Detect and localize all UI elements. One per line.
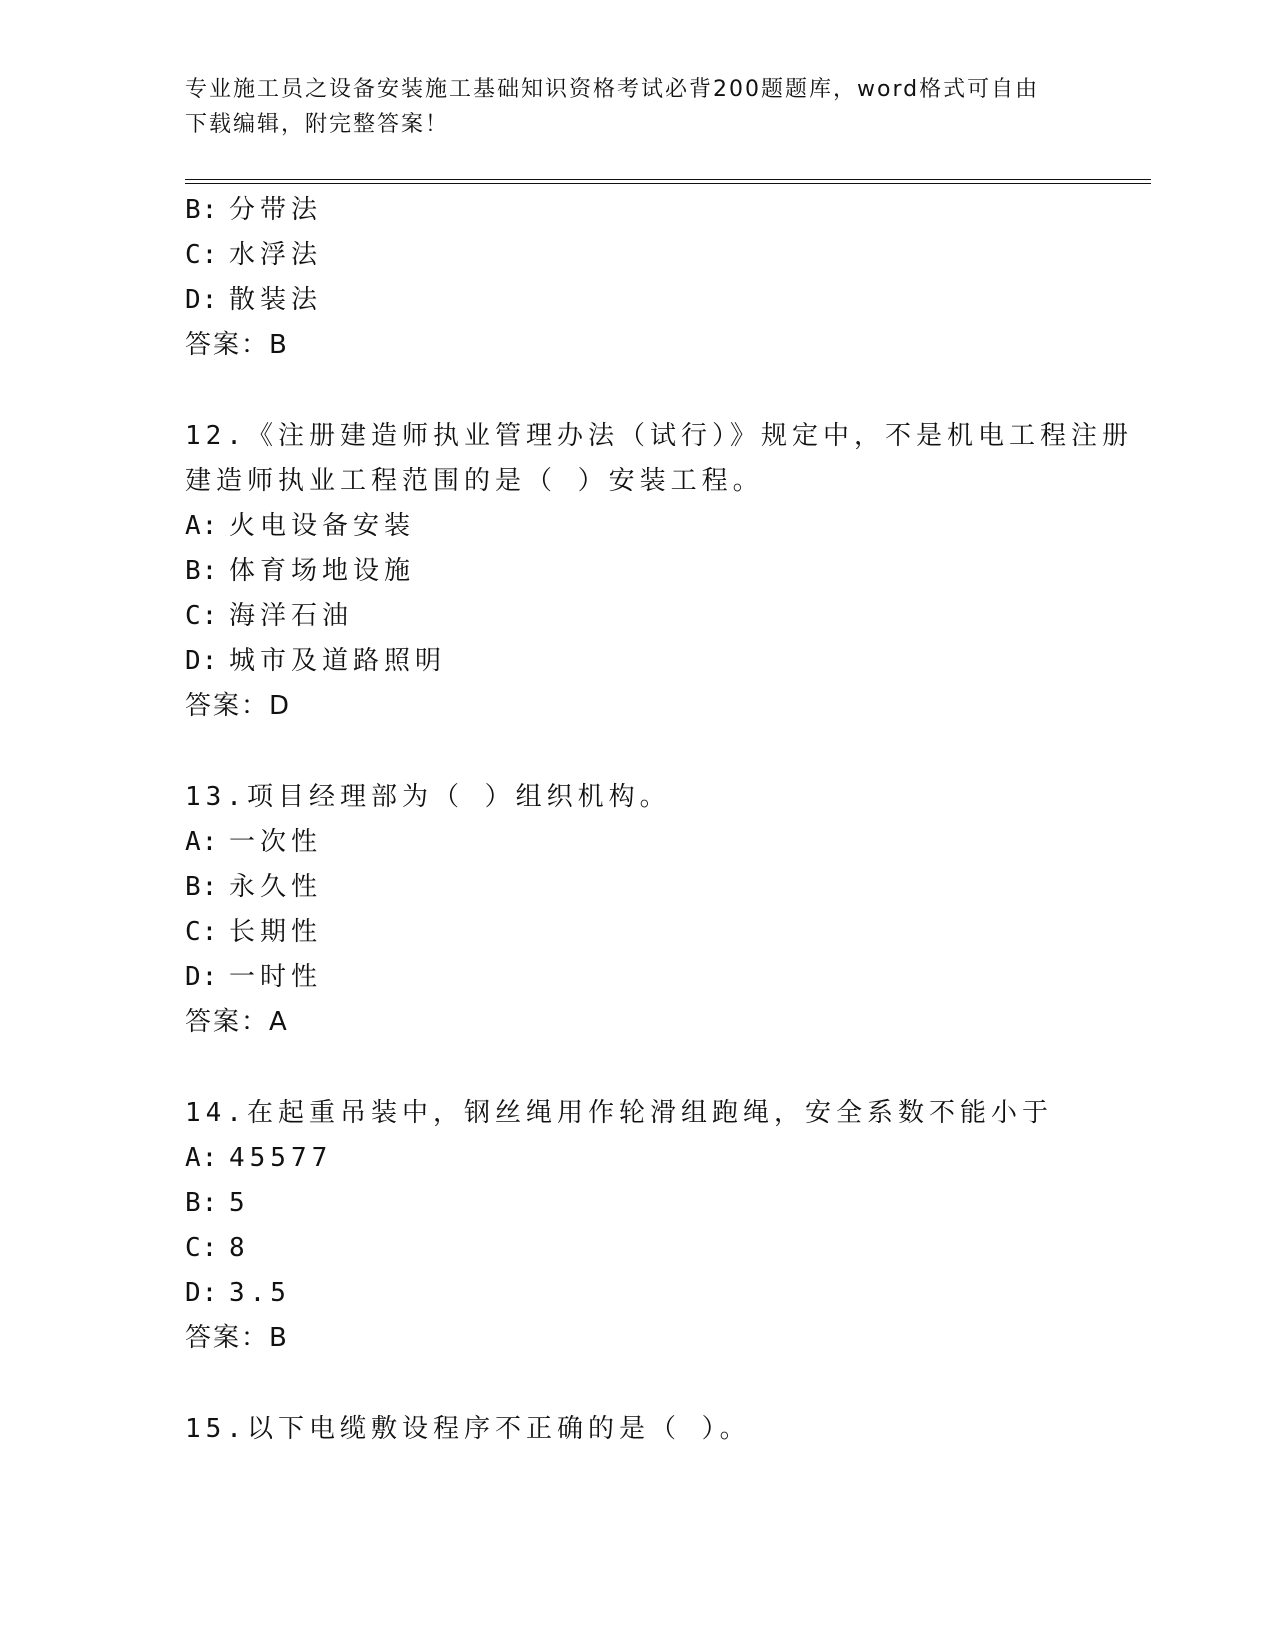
answer-line: 答案：B	[185, 330, 289, 360]
option-text: 散装法	[229, 285, 323, 315]
option-label: A:	[185, 511, 219, 541]
option-label: D:	[185, 962, 219, 992]
question-12	[185, 414, 1151, 729]
option-b	[185, 1181, 1151, 1226]
option-label: B:	[185, 872, 219, 902]
option-d	[185, 639, 1151, 684]
answer-line: 答案：D	[185, 691, 292, 721]
spacer	[185, 1045, 1151, 1091]
option-label: D:	[185, 646, 219, 676]
option-c	[185, 233, 1151, 278]
option-label: B:	[185, 1188, 219, 1218]
header-line-2: 下载编辑，附完整答案！	[185, 112, 450, 137]
option-label: B:	[185, 556, 219, 586]
option-c	[185, 910, 1151, 955]
option-label: B:	[185, 195, 219, 225]
header-divider-bottom	[185, 183, 1151, 184]
question-text-line-1: 15.以下电缆敷设程序不正确的是（ ）。	[185, 1414, 751, 1444]
question-14	[185, 1091, 1151, 1361]
option-label: C:	[185, 240, 219, 270]
spacer	[185, 368, 1151, 414]
option-text: 3.5	[229, 1278, 291, 1308]
option-text: 城市及道路照明	[229, 646, 447, 676]
option-label: C:	[185, 917, 219, 947]
option-a	[185, 820, 1151, 865]
option-text: 45577	[229, 1143, 333, 1173]
option-label: D:	[185, 285, 219, 315]
document-header	[185, 72, 1085, 142]
spacer	[185, 1361, 1151, 1407]
question-11-tail	[185, 188, 1151, 368]
header-line-1: 专业施工员之设备安装施工基础知识资格考试必背200题题库，word格式可自由	[185, 77, 1040, 102]
option-d	[185, 278, 1151, 323]
option-label: C:	[185, 601, 219, 631]
option-b	[185, 549, 1151, 594]
answer-line: 答案：A	[185, 1007, 289, 1037]
question-15	[185, 1407, 1151, 1452]
option-text: 永久性	[229, 872, 323, 902]
question-text-line-1: 13.项目经理部为（ ）组织机构。	[185, 782, 671, 812]
question-text-line-1: 12.《注册建造师执业管理办法（试行）》规定中，不是机电工程注册	[185, 421, 1133, 451]
option-d	[185, 955, 1151, 1000]
option-a	[185, 1136, 1151, 1181]
option-text: 海洋石油	[229, 601, 354, 631]
option-label: A:	[185, 827, 219, 857]
option-text: 一次性	[229, 827, 323, 857]
option-text: 5	[229, 1188, 250, 1218]
option-c	[185, 1226, 1151, 1271]
question-text-line-1: 14.在起重吊装中，钢丝绳用作轮滑组跑绳，安全系数不能小于	[185, 1098, 1053, 1128]
header-divider-top	[185, 179, 1151, 180]
option-b	[185, 865, 1151, 910]
spacer	[185, 729, 1151, 775]
question-13	[185, 775, 1151, 1045]
option-text: 体育场地设施	[229, 556, 416, 586]
option-text: 水浮法	[229, 240, 323, 270]
option-a	[185, 504, 1151, 549]
option-text: 8	[229, 1233, 250, 1263]
option-c	[185, 594, 1151, 639]
option-text: 长期性	[229, 917, 323, 947]
question-text-line-2: 建造师执业工程范围的是（ ）安装工程。	[185, 466, 764, 496]
option-text: 一时性	[229, 962, 323, 992]
option-label: C:	[185, 1233, 219, 1263]
answer-line: 答案：B	[185, 1323, 289, 1353]
question-list	[185, 188, 1151, 1452]
option-label: A:	[185, 1143, 219, 1173]
option-text: 分带法	[229, 195, 323, 225]
option-b	[185, 188, 1151, 233]
option-text: 火电设备安装	[229, 511, 416, 541]
option-label: D:	[185, 1278, 219, 1308]
option-d	[185, 1271, 1151, 1316]
